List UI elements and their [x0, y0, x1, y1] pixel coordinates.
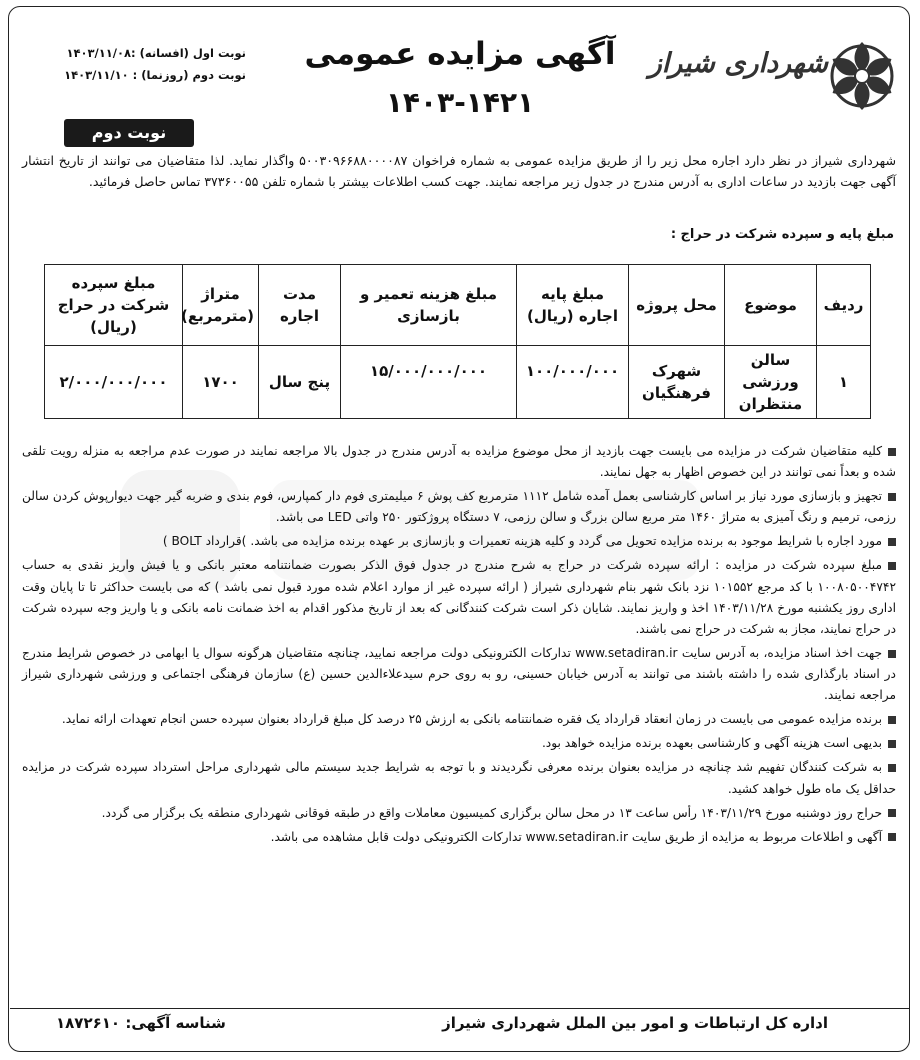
condition-text: بدیهی است هزینه آگهی و کارشناسی بعهده برنده مزایده خواهد بود. [541, 736, 882, 751]
bullet-icon [888, 809, 896, 817]
condition-item [22, 643, 896, 707]
condition-item [22, 757, 896, 799]
cell-duration: پنج سال [259, 346, 341, 419]
bullet-icon [888, 833, 896, 841]
header-location: محل پروژه [629, 265, 725, 346]
round-badge: نوبت دوم [64, 119, 194, 147]
auction-number: ۱۴۰۳-۱۴۲۱ [385, 86, 535, 119]
cell-subject: سالن ورزشی منتظران [725, 346, 817, 419]
bullet-icon [888, 493, 896, 501]
condition-item [22, 733, 896, 754]
conditions-list [22, 441, 896, 851]
page-title: آگهی مزایده عمومی [304, 36, 616, 72]
header-base-rent: مبلغ پایه اجاره (ریال) [517, 265, 629, 346]
condition-text: برنده مزایده عمومی می بایست در زمان انعقاد قرارداد یک فقره ضمانتنامه بانکی به ارزش ۲۵ درصد کل مبلغ قرارداد بعنوان سپرده حسن انجام تعهدات ارائه نماید. [61, 712, 882, 727]
condition-item [22, 441, 896, 483]
cell-location: شهرک فرهنگیان [629, 346, 725, 419]
condition-text: حراج روز دوشنبه مورخ ۱۴۰۳/۱۱/۲۹ رأس ساعت ۱۳ در محل سالن برگزاری کمیسیون معاملات واقع در طبقه فوقانی شهرداری منطقه یک برگزار می گردد. [101, 805, 882, 820]
intro-paragraph: شهرداری شیراز در نظر دارد اجاره محل زیر را از طریق مزایده عمومی به شماره فراخوان ۵۰۰۳۰۹۶۶۸۸۰۰۰۰۸۷ واگذار نماید. لذا متقاضیان می توانند از تاریخ انتشار آگهی جهت بازدید در ساعات اداری به آدرس مندرج در جدول زیر مراجعه نمایند. جهت کسب اطلاعات بیشتر با شماره تلفن ۳۷۳۶۰۰۵۵ تماس حاصل فرمائید. [22, 153, 896, 189]
bullet-icon [888, 764, 896, 772]
condition-item [22, 486, 896, 528]
condition-text: تجهیز و بازسازی مورد نیاز بر اساس کارشناسی بعمل آمده شامل ۱۱۱۲ مترمربع کف پوش ۶ میلیمتری فوم دار کمپارس، فوم بندی و ضربه گیر جهت دیوارپوش کردن سالن رزمی، ترمیم و رنگ آمیزی به متراژ ۱۴۶۰ متر مربع سالن بزرگ و سالن رزمی، ۷ دستگاه پروژکتور ۲۵۰ واتی LED می باشد. [22, 489, 896, 525]
cell-base-rent: ۱۰۰/۰۰۰/۰۰۰ [517, 346, 629, 419]
footer-organization: اداره کل ارتباطات و امور بین الملل شهرداری شیراز [442, 1014, 828, 1032]
cell-row-number: ۱ [817, 346, 871, 419]
condition-item [22, 709, 896, 730]
header-area: متراژ (مترمربع) [183, 265, 259, 346]
table-header-row [45, 265, 871, 346]
base-amount-heading: مبلغ پایه و سپرده شرکت در حراج : [670, 227, 894, 242]
table-row [45, 346, 871, 419]
header-duration: مدت اجاره [259, 265, 341, 346]
bullet-icon [888, 650, 896, 658]
condition-item [22, 803, 896, 824]
header-row-number: ردیف [817, 265, 871, 346]
condition-text: جهت اخذ اسناد مزایده، به آدرس سایت www.setadiran.ir تدارکات الکترونیکی دولت مراجعه نمایید، چنانچه متقاضیان هرگونه سوال یا ابهامی در خصوص شرایط مندرج در اسناد بارگذاری شده را داشته باشند می توانند به آدرس خیابان حسینی، رو به روی حرم سیدعلاءالدین حسین (ع) سازمان فرهنگی اجتماعی و ورزشی شهرداری شیراز مراجعه نمایند. [22, 646, 896, 703]
condition-text: کلیه متقاضیان شرکت در مزایده می بایست جهت بازدید از محل موضوع مزایده به آدرس مندرج در جدول بالا مراجعه نمایند در صورت عدم مراجعه به منزله رویت تلقی شده و بعداً نمی توانند در این خصوص اظهار به جهل نمایند. [22, 444, 896, 480]
logo-text: شهرداری شیراز [648, 48, 828, 79]
cell-deposit: ۲/۰۰۰/۰۰۰/۰۰۰ [45, 346, 183, 419]
header-subject: موضوع [725, 265, 817, 346]
condition-item [22, 555, 896, 640]
bullet-icon [888, 448, 896, 456]
cell-area: ۱۷۰۰ [183, 346, 259, 419]
auction-table [44, 264, 871, 419]
condition-text: مورد اجاره با شرایط موجود به برنده مزایده تحویل می گردد و کلیه هزینه تعمیرات و بازسازی بر عهده برنده مزایده می باشد. )قرارداد BOLT ) [162, 534, 882, 549]
footer-ad-id: شناسه آگهی: ۱۸۷۲۶۱۰ [56, 1014, 226, 1032]
second-notice-date: نوبت دوم (روزنما) : ۱۴۰۳/۱۱/۱۰ [64, 68, 246, 82]
bullet-icon [888, 740, 896, 748]
condition-item [22, 827, 896, 848]
condition-item [22, 531, 896, 552]
bullet-icon [888, 562, 896, 570]
footer-divider [10, 1008, 910, 1009]
condition-text: آگهی و اطلاعات مربوط به مزایده از طریق سایت www.setadiran.ir تدارکات الکترونیکی دولت قابل مشاهده می باشد. [270, 829, 882, 844]
header-deposit: مبلغ سپرده شرکت در حراج (ریال) [45, 265, 183, 346]
header-repair-cost: مبلغ هزینه تعمیر و بازسازی [341, 265, 517, 346]
publication-dates [16, 42, 246, 86]
condition-text: مبلغ سپرده شرکت در مزایده : ارائه سپرده شرکت در حراج به شرح مندرج در جدول فوق الذکر بصورت ضمانتنامه معتبر بانکی و یا فیش واریز نقدی به حساب ۱۰۰۸۰۵۰۰۴۷۴۲ با کد مرجع ۱۰۱۵۵۲ نزد بانک شهر بنام شهرداری شیراز ( ارائه سپرده غیر از موارد اعلام شده مورد قبول نمی باشد ) که می بایست حداکثر تا تا پایان وقت اداری روز یکشنبه مورخ ۱۴۰۳/۱۱/۲۸ اخذ و واریز نمایند. شایان ذکر است شرکت کنندگانی که بعد از تاریخ مذکور اقدام به اخذ ضمانت نامه بانکی و یا واریز وجه سپرده شرکت در حراج نمایند، مجاز به شرکت در حراج نمی باشند. [22, 558, 896, 637]
bullet-icon [888, 538, 896, 546]
condition-text: به شرکت کنندگان تفهیم شد چنانچه در مزایده بعنوان برنده معرفی نگردیدند و با توجه به شرایط جدید سیستم مالی شهرداری مراحل استرداد سپرده شرکت در مزایده حداقل یک ماه طول خواهد کشید. [22, 760, 896, 796]
bullet-icon [888, 716, 896, 724]
first-notice-date: نوبت اول (افسانه) :۱۴۰۳/۱۱/۰۸ [66, 46, 246, 60]
cell-repair-cost: ۱۵/۰۰۰/۰۰۰/۰۰۰ [341, 346, 517, 419]
